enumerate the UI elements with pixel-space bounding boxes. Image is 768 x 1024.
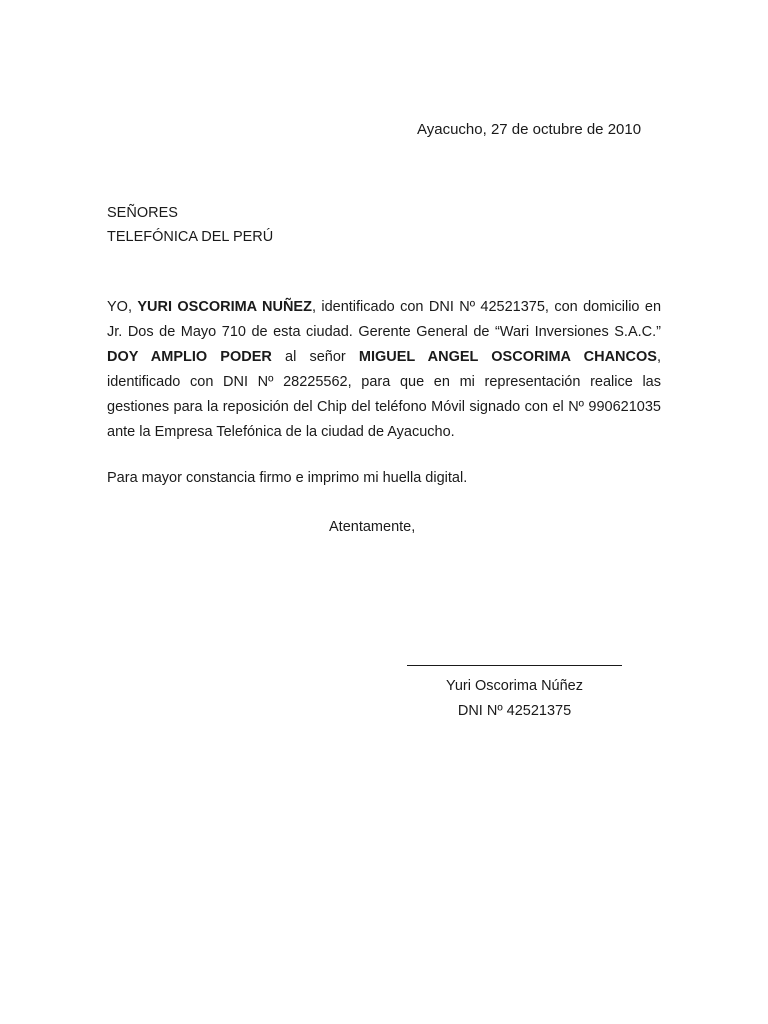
signatory-id: DNI Nº 42521375 (457, 703, 572, 719)
body-text-4: , identificado con DNI Nº 28225562, para que en mi representación realice las gestiones para la reposición del Chip del teléfono Móvil signado con el Nº 990621035 ante la Empresa Telefónica de la ciudad de Ayacucho. (107, 349, 661, 440)
recipient-line-2: TELEFÓNICA DEL PERÚ (107, 229, 274, 245)
signature-line (407, 665, 622, 666)
signatory-name: Yuri Oscorima Núñez (446, 678, 583, 694)
closing-statement: Para mayor constancia firmo e imprimo mi huella digital. (107, 470, 468, 486)
signature-block (407, 665, 622, 724)
grantor-name: YURI OSCORIMA NUÑEZ (137, 299, 312, 315)
body-paragraph (107, 295, 661, 445)
power-phrase: DOY AMPLIO PODER (107, 349, 272, 365)
recipient-line-1: SEÑORES (107, 205, 178, 221)
body-text-1: YO, (107, 299, 138, 315)
salutation: Atentamente, (329, 519, 416, 535)
place-date: Ayacucho, 27 de octubre de 2010 (417, 121, 642, 138)
body-text-3: al señor (271, 349, 359, 365)
recipient-block (107, 201, 273, 249)
body-text-2: , identificado con DNI Nº 42521375, con domicilio en Jr. Dos de Mayo 710 de esta ciudad. Gerente General de “Wari Inversiones S.A.C.” (107, 299, 662, 340)
grantee-name: MIGUEL ANGEL OSCORIMA CHANCOS (358, 349, 657, 365)
